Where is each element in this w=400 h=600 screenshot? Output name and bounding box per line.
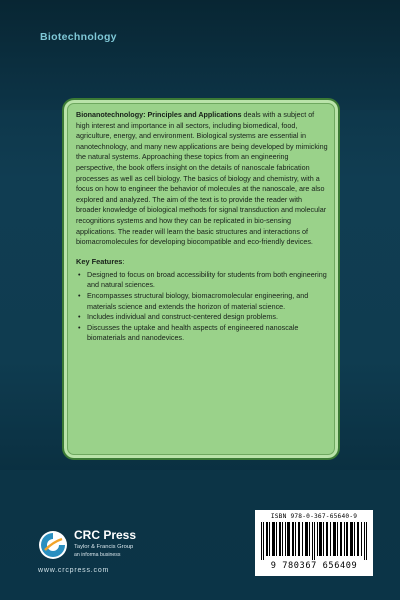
list-item	[76, 291, 328, 312]
key-features-colon: :	[122, 256, 125, 266]
feature-text: Discusses the uptake and health aspects of engineered nanoscale biomaterials and nanodevices.	[87, 322, 299, 343]
description-text: deals with a subject of high interest and importance in all sectors, including biomedical, food, agriculture, energy, and environment. Biological systems are essential in nanotechnology, and many new applications are being developed by mimicking the natural systems. Approaching these topics from an engineering perspective, the book offers insight on the details of nanoscale fabrication processes as well as cell biology. The basics of biology and chemistry, with a focus on how to engineer the behavior of molecules at the nanoscale, are also explored and analyzed. The aim of the text is to provide the reader with broader knowledge of biological methods for signal transduction and molecular recognitions systems and how they can be replicated in bio-sensing applications. The reader will learn the basic structures and interactions of biomacromolecules for developing biocompatible and eco-friendly devices.	[76, 110, 328, 247]
description-panel	[62, 98, 340, 460]
barcode	[255, 510, 373, 576]
list-item	[76, 270, 328, 291]
bullet-icon: •	[78, 290, 81, 300]
publisher-url[interactable]: www.crcpress.com	[38, 567, 110, 574]
key-features-heading	[76, 257, 328, 266]
series-category: Biotechnology	[40, 31, 117, 43]
key-features-label: Key Features	[76, 256, 123, 266]
crc-logo-icon	[38, 530, 68, 560]
top-band	[0, 0, 400, 110]
publisher-tagline: an informa business	[74, 552, 121, 558]
barcode-bars-icon	[261, 522, 367, 560]
feature-text: Encompasses structural biology, biomacromolecular engineering, and materials science and extends the horizon of material science.	[87, 290, 309, 311]
bullet-icon: •	[78, 269, 81, 279]
bullet-icon: •	[78, 322, 81, 332]
list-item	[76, 312, 328, 323]
key-features-list	[76, 270, 328, 344]
feature-text: Designed to focus on broad accessibility for students from both engineering and natural sciences.	[87, 269, 327, 290]
isbn-label: ISBN 978-0-367-65640-9	[270, 513, 358, 520]
barcode-digits: 9 780367 656409	[270, 561, 358, 571]
book-description	[76, 110, 328, 248]
bullet-icon: •	[78, 312, 81, 322]
list-item	[76, 323, 328, 344]
feature-text: Includes individual and construct-centered design problems.	[87, 312, 278, 322]
publisher-logo	[38, 528, 188, 568]
book-title: Bionanotechnology: Principles and Applications	[76, 110, 242, 119]
publisher-name: CRC Press	[74, 528, 137, 542]
publisher-group: Taylor & Francis Group	[74, 544, 134, 550]
